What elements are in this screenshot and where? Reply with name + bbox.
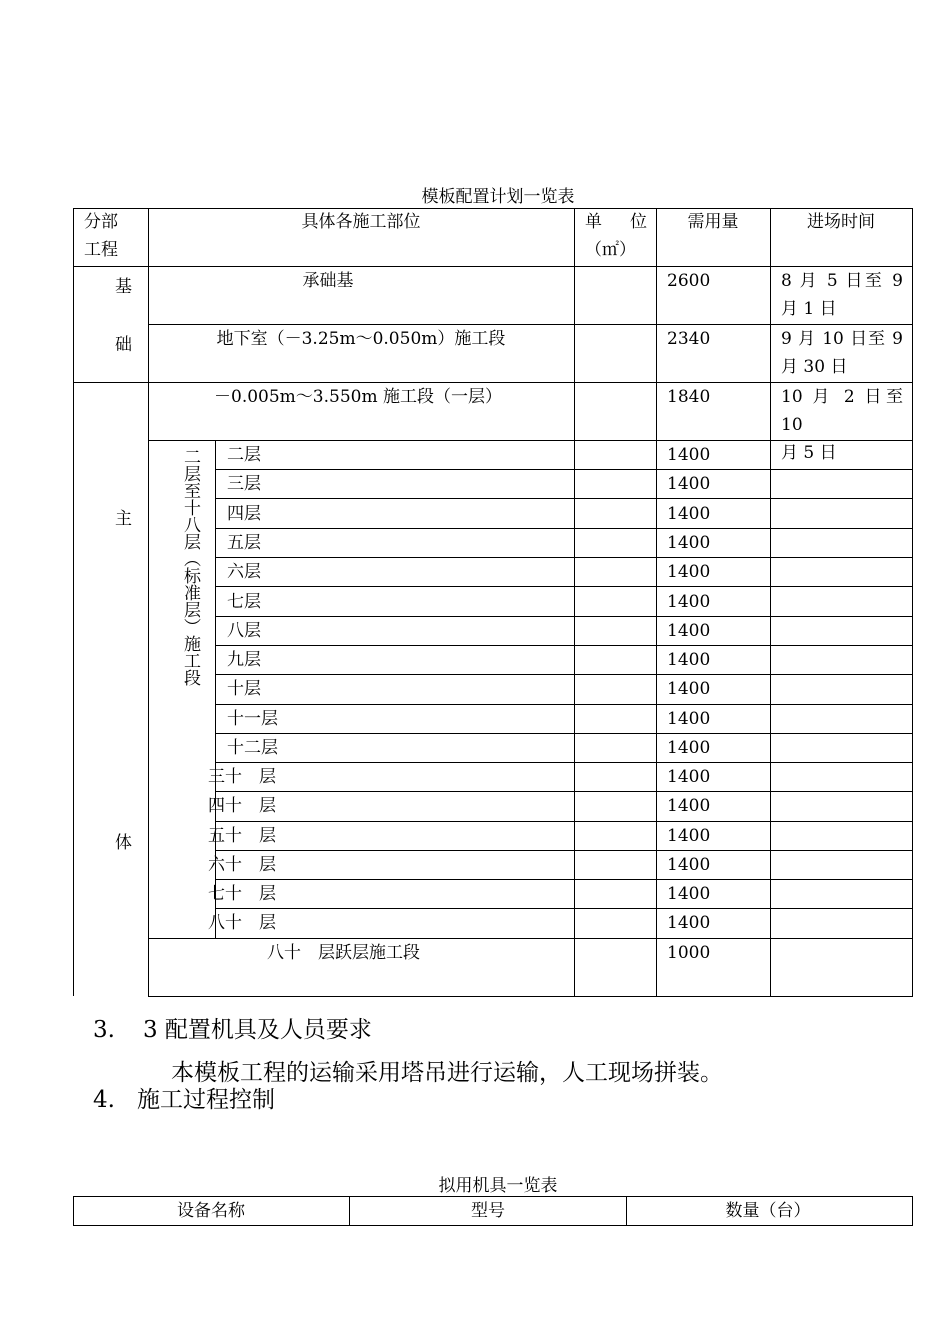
floor-11: 十一层 [227, 709, 278, 729]
header-division: 分部 工程 [84, 212, 118, 260]
floor-16-quantity: 1400 [667, 855, 711, 875]
foundation-division-char2: 础 [115, 335, 132, 355]
header-quantity: 需用量 [687, 212, 739, 232]
equipment-header-quantity: 数量（台） [725, 1201, 811, 1221]
floor-3-quantity: 1400 [667, 474, 711, 494]
floor-15: 五十 层 [208, 826, 276, 846]
floor-13-quantity: 1400 [667, 767, 711, 787]
section-3-heading [93, 1011, 372, 1044]
floor-9-quantity: 1400 [667, 650, 711, 670]
main-first-row-location: －0.005m～3.550m 施工段（一层） [214, 387, 502, 407]
foundation-row-2-quantity: 2340 [667, 329, 711, 349]
main-first-row-quantity: 1840 [667, 387, 711, 407]
floor-7-quantity: 1400 [667, 592, 711, 612]
main-first-row-time: 10 月 2 日至 10 月 5 日 [781, 387, 903, 463]
standard-floor-label: 二层至十八层（标准层）施工段 [180, 448, 200, 686]
equipment-header-model: 型号 [471, 1201, 505, 1221]
foundation-row-1-location: 承础基 [302, 271, 354, 291]
floor-3: 三层 [227, 474, 261, 494]
floor-13: 三十 层 [208, 767, 276, 787]
section-4-title: 施工过程控制 [136, 1087, 275, 1113]
foundation-row-2-location: 地下室（－3.25m～0.050m）施工段 [216, 329, 506, 349]
main-last-row-quantity: 1000 [667, 943, 711, 963]
floor-18: 八十 层 [208, 913, 276, 933]
section-3-number: 3. [93, 1017, 115, 1043]
foundation-division-char1: 基 [115, 277, 132, 297]
floor-5: 五层 [227, 533, 261, 553]
table1-caption: 模板配置计划一览表 [421, 187, 575, 207]
section-3-title: 3 配置机具及人员要求 [142, 1017, 372, 1043]
floor-9: 九层 [227, 650, 261, 670]
floor-11-quantity: 1400 [667, 709, 711, 729]
main-last-row-location: 八十 层跃层施工段 [267, 943, 420, 963]
floor-12: 十二层 [227, 738, 278, 758]
floor-14: 四十 层 [208, 796, 276, 816]
section-4-number: 4. [93, 1087, 115, 1113]
header-location: 具体各施工部位 [301, 212, 421, 232]
header-unit: 单 位 （㎡） [585, 212, 647, 260]
floor-14-quantity: 1400 [667, 796, 711, 816]
floor-16: 六十 层 [208, 855, 276, 875]
floor-4: 四层 [227, 504, 261, 524]
main-division-char1: 主 [115, 509, 132, 529]
floor-8-quantity: 1400 [667, 621, 711, 641]
floor-2: 二层 [227, 445, 261, 465]
floor-2-quantity: 1400 [667, 445, 711, 465]
floor-15-quantity: 1400 [667, 826, 711, 846]
floor-8: 八层 [227, 621, 261, 641]
foundation-row-1-time: 8 月 5 日至 9 月 1 日 [781, 271, 903, 319]
floor-10: 十层 [227, 679, 261, 699]
floor-17-quantity: 1400 [667, 884, 711, 904]
body-paragraph: 本模板工程的运输采用塔吊进行运输，人工现场拼装。 [171, 1060, 723, 1086]
foundation-row-2-time: 9 月 10 日至 9 月 30 日 [781, 329, 903, 377]
foundation-row-1-quantity: 2600 [667, 271, 711, 291]
section-4-heading [93, 1081, 275, 1114]
header-entry-time: 进场时间 [807, 212, 875, 232]
floor-4-quantity: 1400 [667, 504, 711, 524]
floor-10-quantity: 1400 [667, 679, 711, 699]
table2-caption: 拟用机具一览表 [438, 1176, 558, 1196]
floor-6-quantity: 1400 [667, 562, 711, 582]
floor-6: 六层 [227, 562, 261, 582]
equipment-header-name: 设备名称 [177, 1201, 245, 1221]
floor-12-quantity: 1400 [667, 738, 711, 758]
floor-18-quantity: 1400 [667, 913, 711, 933]
floor-5-quantity: 1400 [667, 533, 711, 553]
floor-17: 七十 层 [208, 884, 276, 904]
floor-7: 七层 [227, 592, 261, 612]
main-division-char2: 体 [115, 833, 132, 853]
